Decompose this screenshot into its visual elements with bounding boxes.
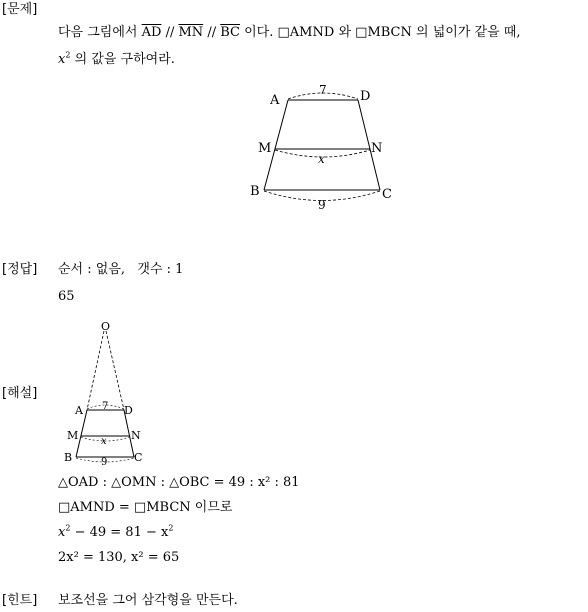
label-a: A <box>270 93 280 108</box>
problem-text-line2: 의 값을 구하여라. <box>74 52 175 67</box>
fig2-label-n: N <box>131 429 141 442</box>
eq3-exp2: 2 <box>168 523 174 533</box>
problem-wa: 와 <box>338 25 351 40</box>
extension-right <box>106 331 124 410</box>
hint-tag: [힌트] <box>2 593 38 608</box>
variable-x: x <box>58 52 66 67</box>
label-n: N <box>371 141 383 156</box>
explanation-tag: [해설] <box>2 386 38 401</box>
extension-left <box>87 331 104 410</box>
label-b: B <box>250 184 260 199</box>
answer-count: 갯수 : 1 <box>137 262 184 277</box>
fig2-label-m: M <box>67 429 79 442</box>
problem-text-a: 다음 그림에서 <box>58 25 138 40</box>
triangle-figure <box>60 315 155 467</box>
quad-mbcn: MBCN <box>367 25 412 40</box>
length-bottom: 9 <box>318 198 326 212</box>
length-top: 7 <box>319 83 327 97</box>
fig2-label-a: A <box>75 404 83 417</box>
square-symbol-2: □ <box>355 25 368 40</box>
fig2-label-b: B <box>64 451 73 464</box>
fig2-label-c: C <box>134 451 143 464</box>
parallel-2: // <box>207 25 217 40</box>
exponent-2: 2 <box>65 50 71 60</box>
label-d: D <box>360 89 371 104</box>
label-m: M <box>258 141 272 156</box>
fig2-label-o: O <box>101 320 111 333</box>
problem-text-c: 의 넓이가 같을 때, <box>416 25 521 40</box>
fig2-label-d: D <box>124 404 133 417</box>
fig2-length-mid: x <box>101 436 107 447</box>
fig2-length-top: 7 <box>102 401 109 412</box>
eq3-x: x <box>58 525 66 540</box>
explanation-eq3 <box>58 523 174 540</box>
segment-ad: $\overline{AD}$ <box>141 25 162 40</box>
eq3-rest: − 49 = 81 − x <box>70 525 169 540</box>
explanation-eq1: △OAD : △OMN : △OBC = 49 : x² : 81 <box>58 475 300 490</box>
label-c: C <box>382 187 392 202</box>
answer-meta <box>58 263 183 276</box>
explanation-eq4: 2x² = 130, x² = 65 <box>58 550 180 565</box>
problem-text-b: 이다. <box>244 25 274 40</box>
problem-line-1 <box>58 26 520 39</box>
segment-mn: $\overline{MN}$ <box>178 25 204 40</box>
explanation-eq2: □AMND = □MBCN 이므로 <box>58 500 233 515</box>
problem-line-2 <box>58 50 175 67</box>
quad-amnd: AMND <box>289 25 335 40</box>
trapezoid-figure <box>240 78 410 218</box>
hint-text: 보조선을 그어 삼각형을 만든다. <box>58 593 238 608</box>
square-symbol-1: □ <box>277 25 290 40</box>
parallel-1: // <box>165 25 175 40</box>
segment-bc: $\overline{BC}$ <box>220 25 240 40</box>
eq3-exp: 2 <box>65 523 71 533</box>
fig2-length-bottom: 9 <box>101 457 108 467</box>
answer-tag: [정답] <box>2 262 38 277</box>
problem-tag: [문제] <box>2 2 38 17</box>
answer-value: 65 <box>58 289 75 304</box>
length-mid: x <box>318 152 325 166</box>
answer-order: 순서 : 없음, <box>58 262 126 277</box>
